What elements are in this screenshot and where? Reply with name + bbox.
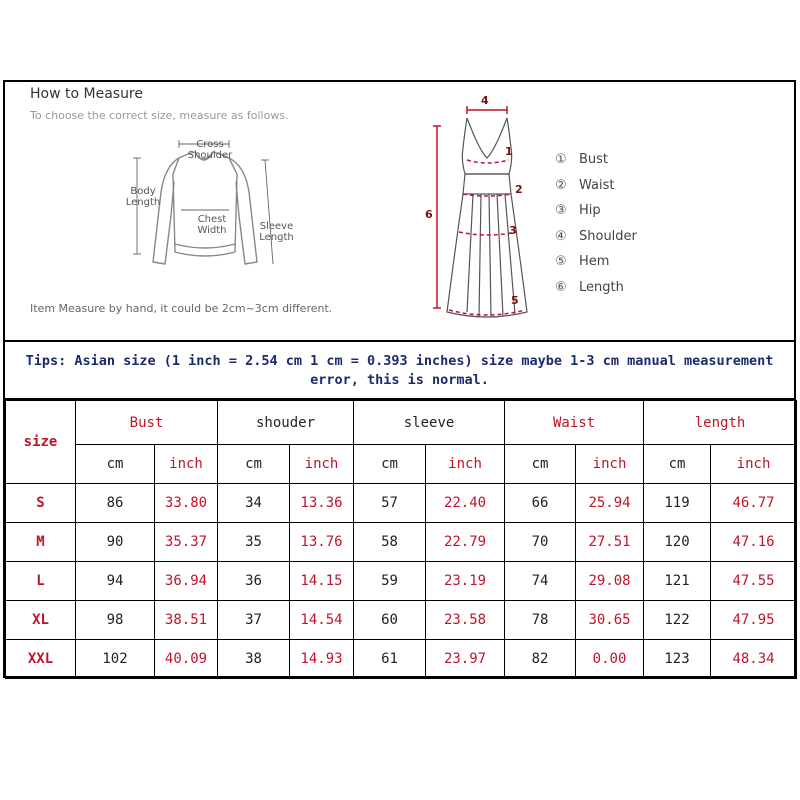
body-length-label: Body Length — [125, 186, 161, 208]
table-cell: 34 — [218, 484, 290, 523]
table-cell: 48.34 — [711, 640, 797, 679]
unit-cm: cm — [644, 445, 711, 484]
table-cell: 123 — [644, 640, 711, 679]
unit-inch: inch — [576, 445, 644, 484]
table-cell: 122 — [644, 601, 711, 640]
how-to-measure-subtitle: To choose the correct size, measure as follows. — [30, 109, 289, 122]
table-cell: 40.09 — [155, 640, 218, 679]
table-cell: 59 — [354, 562, 426, 601]
table-cell: 14.54 — [290, 601, 354, 640]
table-cell: 35.37 — [155, 523, 218, 562]
table-cell: 33.80 — [155, 484, 218, 523]
table-cell: 36.94 — [155, 562, 218, 601]
group-header-waist: Waist — [505, 401, 644, 445]
size-column-header: size — [6, 401, 76, 484]
table-cell: 121 — [644, 562, 711, 601]
table-cell: 14.93 — [290, 640, 354, 679]
table-cell: 13.76 — [290, 523, 354, 562]
table-cell: 47.55 — [711, 562, 797, 601]
dress-marker-6: 6 — [425, 208, 433, 221]
unit-cm: cm — [354, 445, 426, 484]
table-group-header-row — [6, 401, 797, 445]
size-cell: XXL — [6, 640, 76, 679]
unit-inch: inch — [426, 445, 505, 484]
table-cell: 60 — [354, 601, 426, 640]
table-cell: 25.94 — [576, 484, 644, 523]
table-cell: 29.08 — [576, 562, 644, 601]
table-cell: 35 — [218, 523, 290, 562]
table-cell: 74 — [505, 562, 576, 601]
legend-item-length: ⑥ Length — [555, 279, 624, 295]
group-header-length: length — [644, 401, 797, 445]
table-cell: 58 — [354, 523, 426, 562]
table-cell: 23.58 — [426, 601, 505, 640]
table-cell: 13.36 — [290, 484, 354, 523]
legend-item-hip: ③ Hip — [555, 203, 601, 219]
size-cell: M — [6, 523, 76, 562]
table-cell: 30.65 — [576, 601, 644, 640]
how-to-measure-panel — [5, 82, 794, 342]
table-cell: 90 — [76, 523, 155, 562]
table-cell: 23.97 — [426, 640, 505, 679]
table-cell: 22.40 — [426, 484, 505, 523]
unit-inch: inch — [711, 445, 797, 484]
dress-marker-1: 1 — [505, 145, 513, 158]
table-row — [6, 640, 797, 679]
table-cell: 38.51 — [155, 601, 218, 640]
dress-marker-3: 3 — [509, 224, 517, 237]
table-cell: 94 — [76, 562, 155, 601]
table-cell: 47.16 — [711, 523, 797, 562]
table-cell: 23.19 — [426, 562, 505, 601]
chest-width-label: Chest Width — [197, 214, 227, 236]
legend-item-waist: ② Waist — [555, 177, 615, 193]
table-cell: 38 — [218, 640, 290, 679]
table-cell: 57 — [354, 484, 426, 523]
unit-inch: inch — [290, 445, 354, 484]
size-cell: S — [6, 484, 76, 523]
sleeve-length-label: Sleeve Length — [259, 221, 294, 243]
size-chart-frame — [3, 80, 796, 678]
table-cell: 0.00 — [576, 640, 644, 679]
unit-inch: inch — [155, 445, 218, 484]
table-cell: 102 — [76, 640, 155, 679]
table-row — [6, 601, 797, 640]
tips-note: Tips: Asian size (1 inch = 2.54 cm 1 cm = 0.393 inches) size maybe 1-3 cm manual measurement error, this is normal. — [5, 340, 794, 400]
legend-item-bust: ① Bust — [555, 152, 609, 167]
table-row — [6, 484, 797, 523]
size-table — [5, 400, 797, 679]
dress-marker-4: 4 — [481, 94, 489, 107]
dress-diagram — [417, 90, 537, 325]
measure-footnote: Item Measure by hand, it could be 2cm~3cm different. — [30, 302, 333, 315]
table-cell: 47.95 — [711, 601, 797, 640]
table-cell: 27.51 — [576, 523, 644, 562]
group-header-shoulder: shouder — [218, 401, 354, 445]
group-header-bust: Bust — [76, 401, 218, 445]
table-cell: 119 — [644, 484, 711, 523]
dress-marker-5: 5 — [511, 294, 519, 307]
table-unit-header-row — [6, 445, 797, 484]
table-cell: 36 — [218, 562, 290, 601]
dress-marker-2: 2 — [515, 183, 523, 196]
table-row — [6, 562, 797, 601]
table-cell: 37 — [218, 601, 290, 640]
table-cell: 66 — [505, 484, 576, 523]
measure-legend — [555, 150, 637, 304]
unit-cm: cm — [218, 445, 290, 484]
table-cell: 82 — [505, 640, 576, 679]
legend-item-hem: ⑤ Hem — [555, 254, 610, 270]
how-to-measure-title: How to Measure — [30, 86, 143, 102]
table-cell: 86 — [76, 484, 155, 523]
table-cell: 61 — [354, 640, 426, 679]
table-cell: 78 — [505, 601, 576, 640]
group-header-sleeve: sleeve — [354, 401, 505, 445]
table-cell: 70 — [505, 523, 576, 562]
unit-cm: cm — [505, 445, 576, 484]
table-cell: 22.79 — [426, 523, 505, 562]
table-cell: 120 — [644, 523, 711, 562]
size-cell: XL — [6, 601, 76, 640]
cross-shoulder-label: Cross Shoulder — [187, 139, 233, 161]
table-cell: 46.77 — [711, 484, 797, 523]
legend-item-shoulder: ④ Shoulder — [555, 228, 637, 244]
unit-cm: cm — [76, 445, 155, 484]
table-cell: 14.15 — [290, 562, 354, 601]
size-cell: L — [6, 562, 76, 601]
table-row — [6, 523, 797, 562]
table-cell: 98 — [76, 601, 155, 640]
